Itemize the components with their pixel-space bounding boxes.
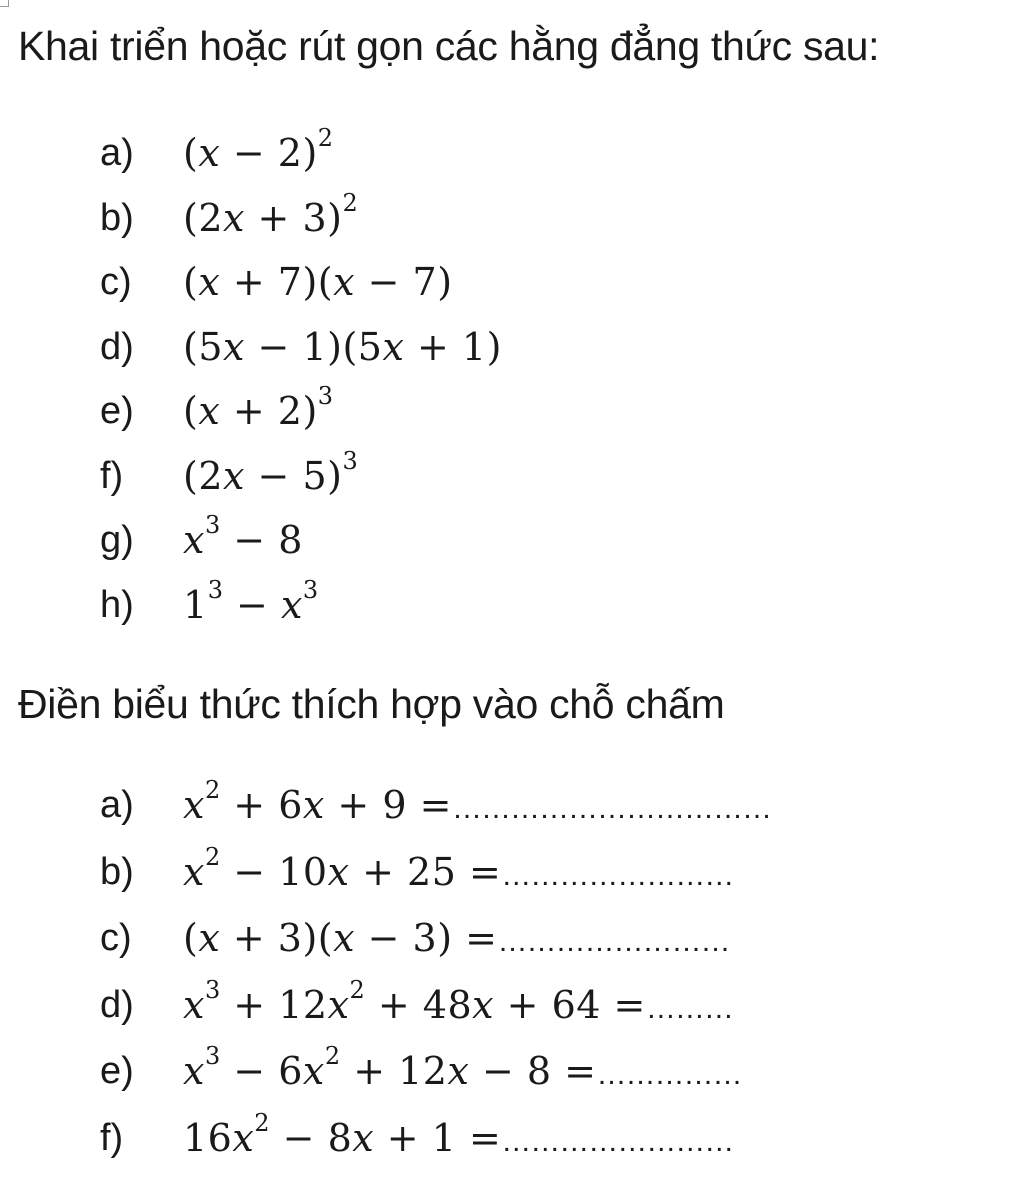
expansion-item-label: b) bbox=[100, 196, 134, 239]
expansion-item-label: d) bbox=[100, 325, 134, 368]
expansion-item-expression: $(x - 2)^2$ bbox=[183, 124, 334, 175]
fill-in-item-label: a) bbox=[100, 784, 134, 826]
fill-in-item-label: c) bbox=[100, 917, 132, 959]
expansion-item-expression: (5x − 1)(5x + 1) bbox=[183, 324, 502, 369]
expansion-item-label: h) bbox=[100, 583, 134, 626]
expansion-item-expression: $1^3 - x^3$ bbox=[183, 575, 319, 627]
expansion-item-expression: (x + 7)(x − 7) bbox=[183, 260, 453, 304]
fill-in-item-expression: (x + 3)(x − 3) =…………………… bbox=[183, 916, 730, 960]
fill-in-item-label: e) bbox=[100, 1050, 134, 1092]
section2-title: Điền biểu thức thích hợp vào chỗ chấm bbox=[18, 681, 725, 727]
expansion-item-label: c) bbox=[100, 261, 132, 303]
fill-in-item-expression: $x^2 + 6x + 9$ =…………………………… bbox=[183, 776, 771, 827]
fill-in-item-label: b) bbox=[100, 850, 134, 893]
expansion-item-expression: $(2x - 5)^3$ bbox=[183, 446, 359, 498]
fill-in-item-label: f) bbox=[100, 1116, 124, 1159]
expansion-item-label: a) bbox=[100, 132, 134, 174]
fill-in-item-expression: $x^2 - 10x + 25$ =…………………… bbox=[183, 842, 734, 894]
expansion-item-label: f) bbox=[100, 454, 124, 497]
fill-in-item-expression: $x^3 + 12x^2 + 48x + 64$ =……… bbox=[183, 975, 733, 1027]
fill-in-item-label: d) bbox=[100, 983, 134, 1026]
expansion-item-label: g) bbox=[100, 519, 134, 561]
expansion-item-expression: $(x + 2)^3$ bbox=[183, 382, 334, 433]
fill-in-item-expression: $16x^2 - 8x + 1$ =…………………… bbox=[183, 1108, 734, 1160]
expansion-item-expression: $x^3 - 8$ bbox=[183, 511, 303, 562]
expansion-item-expression: $(2x + 3)^2$ bbox=[183, 188, 359, 240]
fill-in-item-expression: $x^3 - 6x^2 + 12x - 8$ =…………… bbox=[183, 1042, 742, 1093]
section1-title: Khai triển hoặc rút gọn các hằng đẳng thức sau: bbox=[18, 23, 880, 69]
page-corner-mark bbox=[0, 0, 9, 7]
expansion-item-label: e) bbox=[100, 390, 134, 432]
